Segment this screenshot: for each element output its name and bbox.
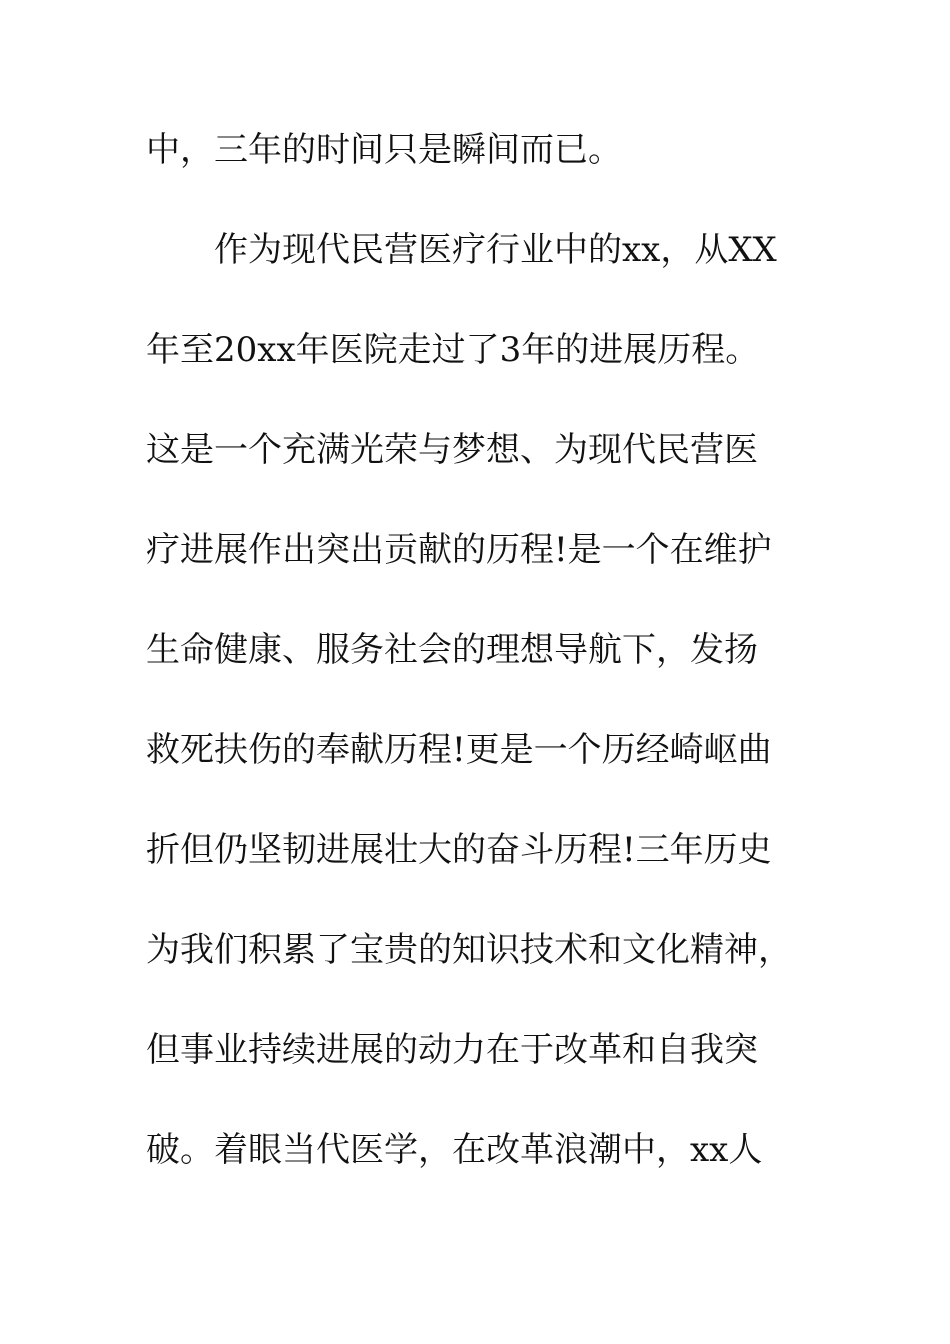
text-line: 这是一个充满光荣与梦想、为现代民营医 [146, 430, 758, 470]
text-line: 破。着眼当代医学，在改革浪潮中，xx人 [146, 1130, 763, 1170]
text-line: 为我们积累了宝贵的知识技术和文化精神， [146, 930, 792, 970]
text-line: 作为现代民营医疗行业中的xx，从XX [146, 230, 777, 270]
body-text [146, 118, 806, 1218]
text-line: 但事业持续进展的动力在于改革和自我突 [146, 1030, 758, 1070]
text-line: 折但仍坚韧进展壮大的奋斗历程!三年历史 [146, 830, 772, 870]
text-line: 疗进展作出突出贡献的历程!是一个在维护 [146, 530, 772, 570]
text-line: 年至20xx年医院走过了3年的进展历程。 [146, 330, 760, 370]
text-line: 生命健康、服务社会的理想导航下，发扬 [146, 630, 758, 670]
text-line: 中，三年的时间只是瞬间而已。 [146, 130, 622, 170]
text-line: 救死扶伤的奉献历程!更是一个历经崎岖曲 [146, 730, 772, 770]
